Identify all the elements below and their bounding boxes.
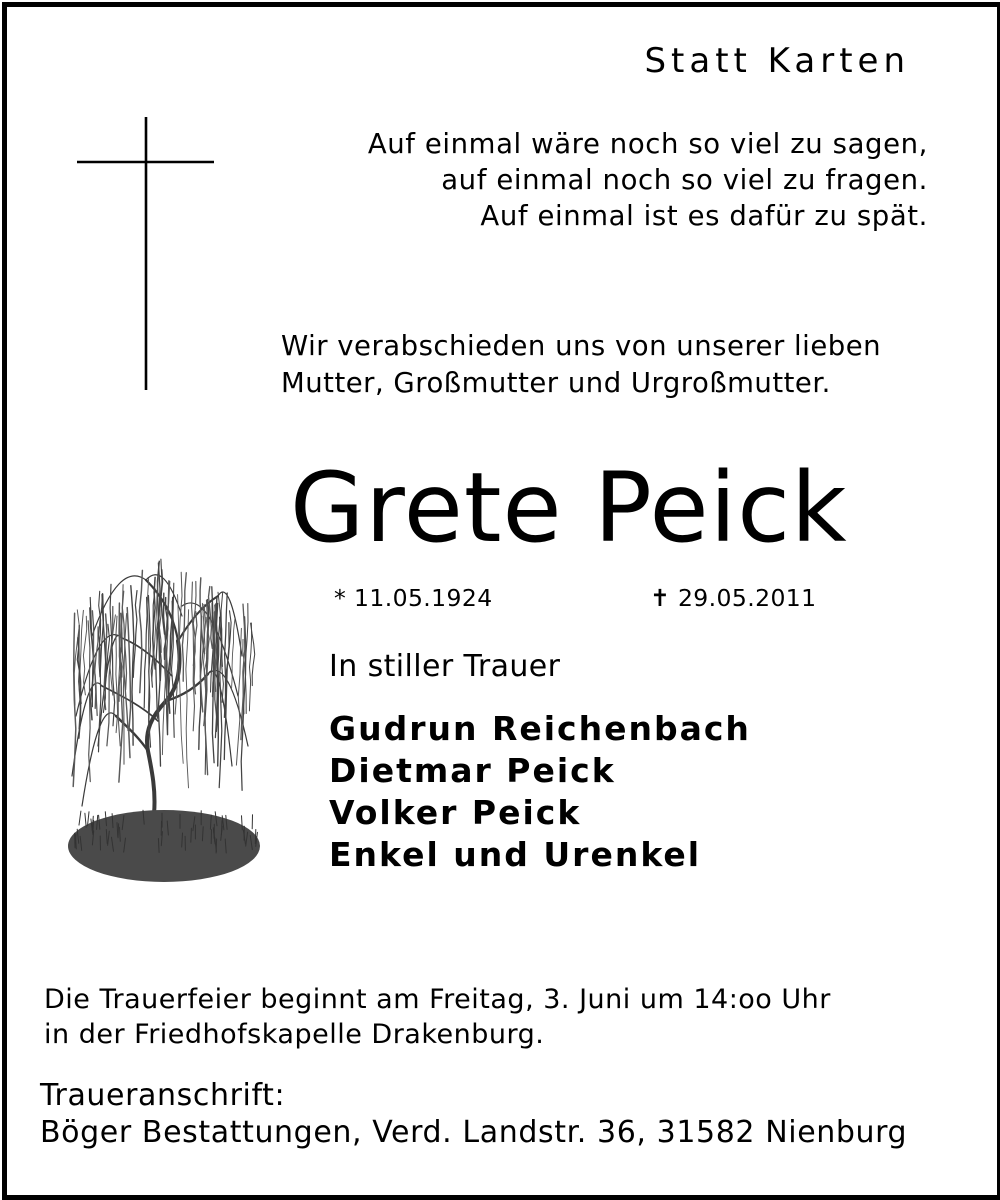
- farewell-line: Mutter, Großmutter und Urgroßmutter.: [281, 367, 831, 399]
- birth-date: * 11.05.1924: [334, 584, 493, 612]
- verse-line: auf einmal noch so viel zu fragen.: [441, 164, 928, 196]
- funeral-service-info: [44, 982, 831, 1052]
- verse-line: Auf einmal wäre noch so viel zu sagen,: [367, 128, 928, 160]
- death-date: ✝ 29.05.2011: [650, 584, 817, 612]
- mourner-name: Dietmar Peick: [329, 751, 616, 790]
- address-value: Böger Bestattungen, Verd. Landstr. 36, 31582 Nienburg: [40, 1115, 908, 1150]
- service-line: Die Trauerfeier beginnt am Freitag, 3. Juni um 14:oo Uhr: [44, 984, 831, 1015]
- deceased-name: Grete Peick: [290, 452, 848, 564]
- mourners-list: [329, 708, 751, 876]
- willow-tree-icon: [62, 546, 268, 894]
- mourner-name: Gudrun Reichenbach: [329, 709, 751, 748]
- statt-karten-heading: Statt Karten: [644, 41, 910, 81]
- memorial-verse: [368, 126, 928, 234]
- mourner-name: Enkel und Urenkel: [329, 835, 702, 874]
- cross-icon: [74, 114, 218, 394]
- address-label: Traueranschrift:: [40, 1078, 286, 1113]
- verse-line: Auf einmal ist es dafür zu spät.: [480, 200, 928, 232]
- mourning-address: [40, 1077, 907, 1151]
- service-line: in der Friedhofskapelle Drakenburg.: [44, 1019, 545, 1050]
- mourning-heading: In stiller Trauer: [329, 649, 561, 684]
- farewell-line: Wir verabschieden uns von unserer lieben: [281, 330, 882, 362]
- mourner-name: Volker Peick: [329, 793, 582, 832]
- farewell-text: [281, 328, 881, 402]
